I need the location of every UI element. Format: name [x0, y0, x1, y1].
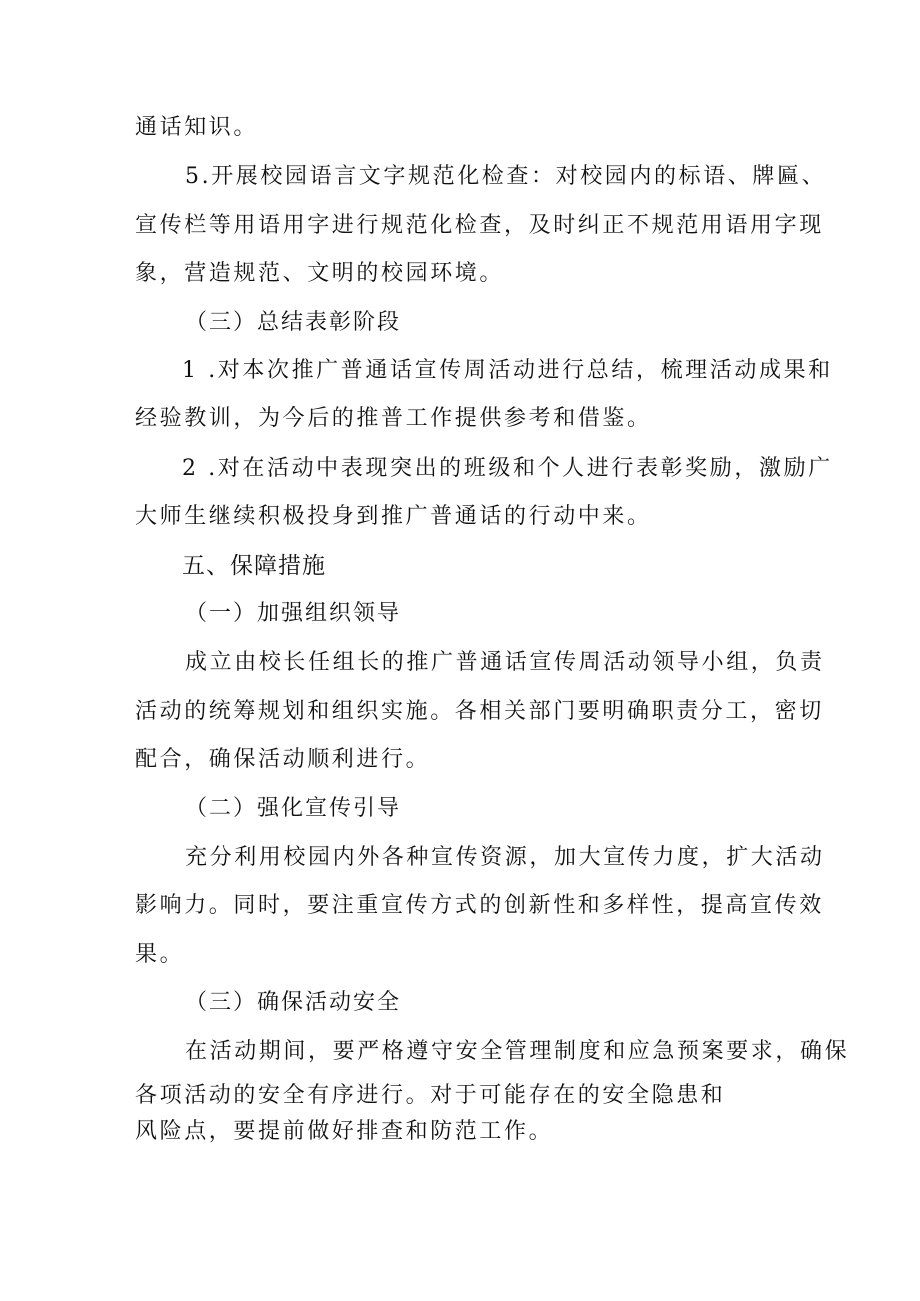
paragraph-line: 成立由校长任组长的推广普通话宣传周活动领导小组，负责	[185, 650, 825, 675]
paragraph-line: 风险点，要提前做好排查和防范工作。	[135, 1119, 554, 1144]
paragraph-line: 活动的统筹规划和组织实施。各相关部门要明确职责分工，密切	[135, 699, 824, 724]
paragraph-line: 象，营造规范、文明的校园环境。	[135, 261, 505, 286]
paragraph-line: 配合，确保活动顺利进行。	[135, 747, 431, 772]
section-title: 五、保障措施	[182, 553, 326, 579]
paragraph-line: 影响力。同时，要注重宣传方式的创新性和多样性，提高宣传效	[135, 893, 824, 918]
paragraph-line: 大师生继续积极投身到推广普通话的行动中来。	[135, 504, 652, 529]
paragraph-line: 2 .对在活动中表现突出的班级和个人进行表彰奖励，激励广	[182, 456, 833, 481]
paragraph-line: 经验教训，为今后的推普工作提供参考和借鉴。	[135, 406, 652, 431]
paragraph-line: 通话知识。	[135, 115, 259, 140]
subsection-title: （三）确保活动安全	[185, 990, 402, 1015]
subsection-title: （一）加强组织领导	[185, 601, 402, 626]
paragraph-line: 果。	[135, 942, 185, 967]
subsection-title: （三）总结表彰阶段	[185, 310, 402, 335]
subsection-title: （二）强化宣传引导	[185, 796, 402, 821]
paragraph-line: 各项活动的安全有序进行。对于可能存在的安全隐患和	[135, 1083, 726, 1108]
paragraph-line: 1 .对本次推广普通话宣传周活动进行总结，梳理活动成果和	[182, 358, 833, 383]
paragraph-line: 在活动期间，要严格遵守安全管理制度和应急预案要求，确保	[185, 1039, 850, 1064]
paragraph-line: 宣传栏等用语用字进行规范化检查，及时纠正不规范用语用字现	[135, 213, 824, 238]
paragraph-line: 充分利用校园内外各种宣传资源，加大宣传力度，扩大活动	[185, 845, 825, 870]
paragraph-line: 5.开展校园语言文字规范化检查：对校园内的标语、牌匾、	[185, 164, 827, 189]
